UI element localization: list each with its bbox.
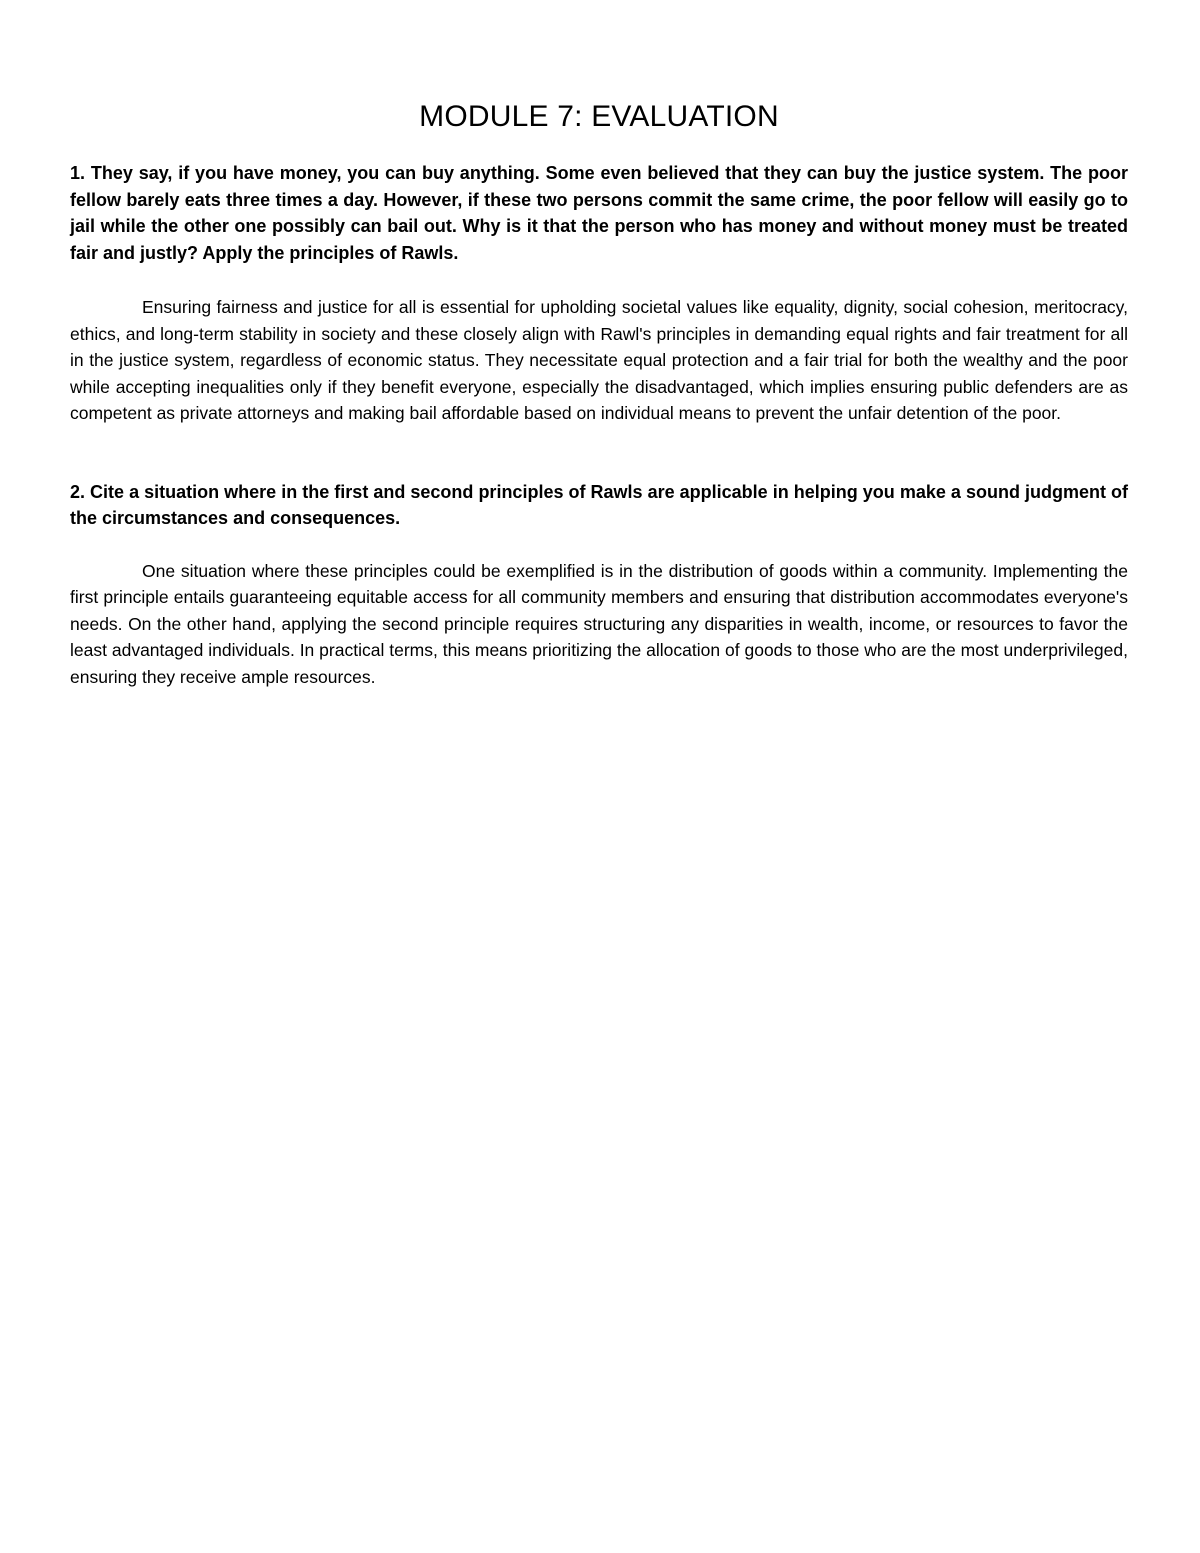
answer-2: One situation where these principles could be exemplified is in the distribution of goods within a community. Implementing the first principle entails guaranteeing equitable access for all community members and ensuring that distribution accommodates everyone's needs. On the other hand, applying the second principle requires structuring any disparities in wealth, income, or resources to favor the least advantaged individuals. In practical terms, this means prioritizing the allocation of goods to those who are the most underprivileged, ensuring they receive ample resources. xyxy=(70,560,1128,687)
answer-1: Ensuring fairness and justice for all is essential for upholding societal values like equality, dignity, social cohesion, meritocracy, ethics, and long-term stability in society and these closely align with Rawl's principles in demanding equal rights and fair treatment for all in the justice system, regardless of economic status. They necessitate equal protection and a fair trial for both the wealthy and the poor while accepting inequalities only if they benefit everyone, especially the disadvantaged, which implies ensuring public defenders are as competent as private attorneys and making bail affordable based on individual means to prevent the unfair detention of the poor. xyxy=(70,297,1128,423)
question-1: 1. They say, if you have money, you can buy anything. Some even believed that they can buy the justice system. The poor fellow barely eats three times a day. However, if these two persons commit the same crime, the poor fellow will easily go to jail while the other one possibly can bail out. Why is it that the person who has money and without money must be treated fair and justly? Apply the principles of Rawls. xyxy=(70,163,1128,263)
page-title: MODULE 7: EVALUATION xyxy=(419,100,779,133)
question-2: 2. Cite a situation where in the first and second principles of Rawls are applicable in helping you make a sound judgment of the circumstances and consequences. xyxy=(70,481,1128,528)
document-page xyxy=(70,96,1128,690)
